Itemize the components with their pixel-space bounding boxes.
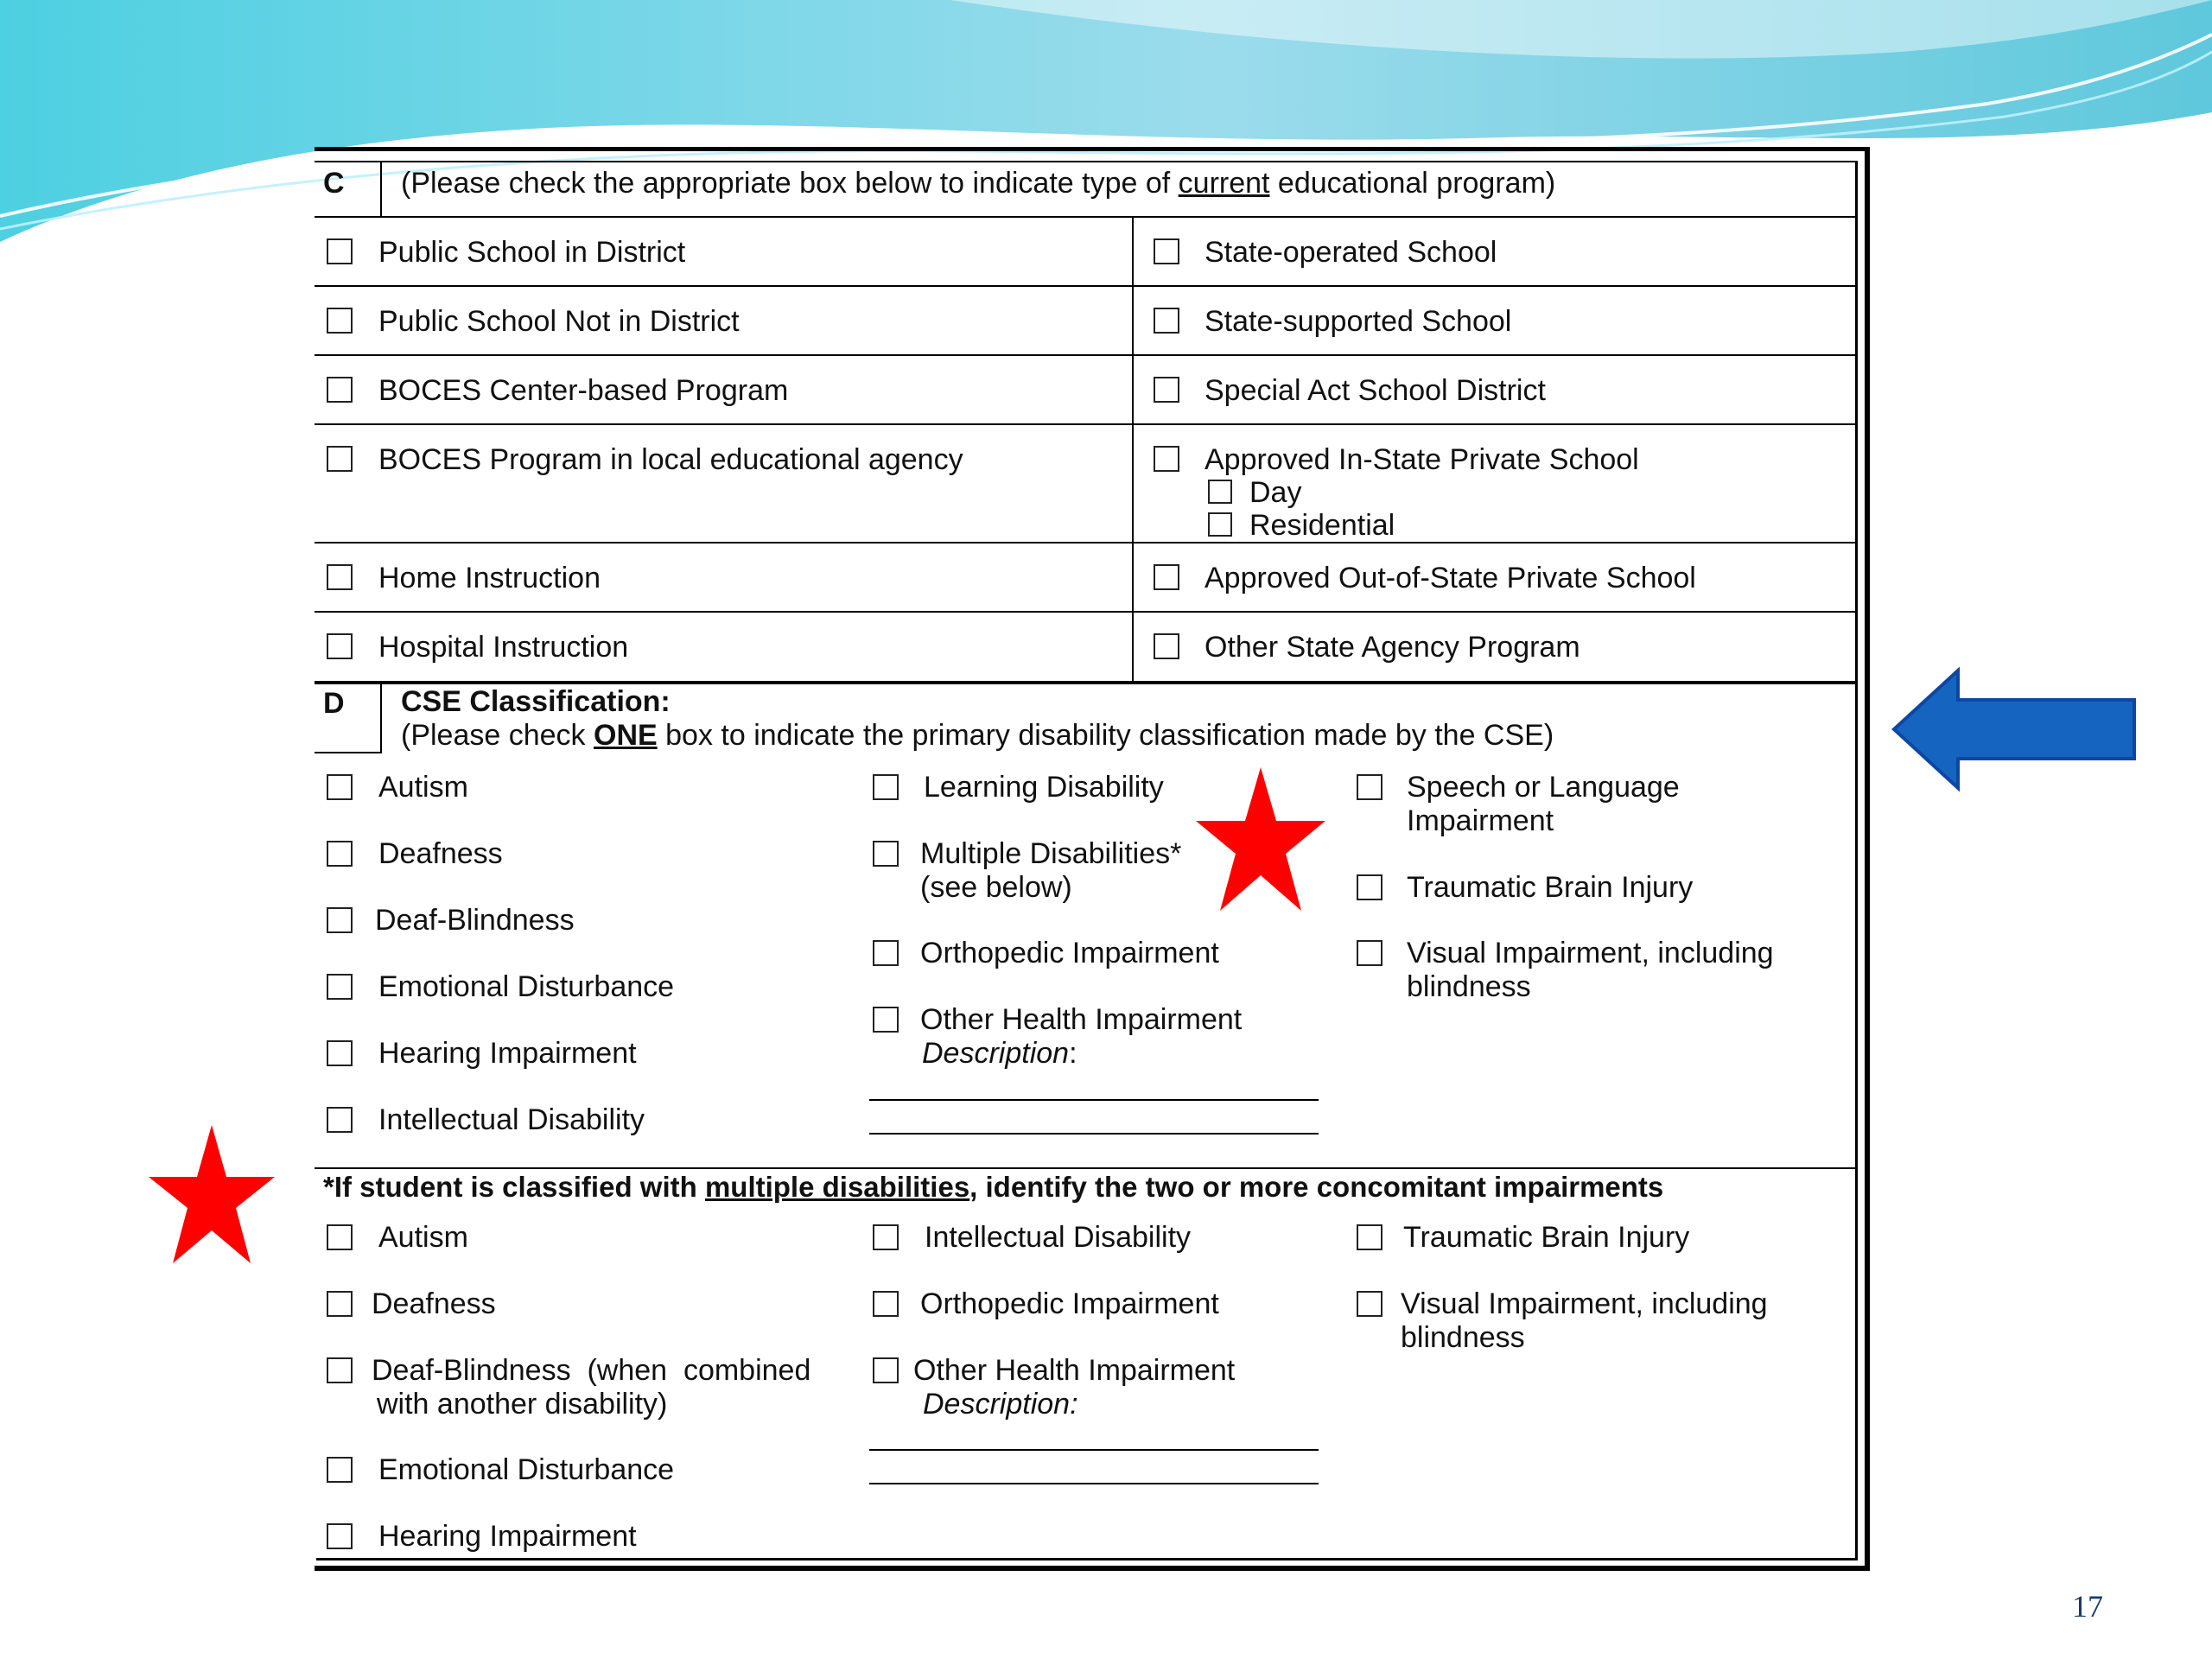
row-divider bbox=[315, 542, 1858, 543]
description-label: Description: bbox=[922, 1037, 1077, 1070]
option-label: Intellectual Disability bbox=[378, 1103, 645, 1136]
section-d-title: CSE Classification: bbox=[401, 685, 671, 718]
description-line[interactable] bbox=[869, 1099, 1319, 1101]
checkbox-other-state-agency[interactable] bbox=[1154, 633, 1179, 659]
checkbox-m-other-health[interactable] bbox=[873, 1357, 899, 1383]
divider bbox=[380, 683, 382, 753]
checkbox-public-school-not-in-district[interactable] bbox=[327, 308, 353, 334]
option-label: Home Instruction bbox=[378, 562, 601, 594]
divider bbox=[380, 161, 382, 216]
option-label: with another disability) bbox=[377, 1388, 668, 1421]
section-d-letter: D bbox=[323, 687, 345, 720]
option-label: Public School Not in District bbox=[378, 305, 740, 338]
option-label: blindness bbox=[1407, 970, 1531, 1003]
checkbox-state-supported[interactable] bbox=[1154, 308, 1179, 334]
option-label: Multiple Disabilities* bbox=[920, 837, 1182, 870]
option-label: Hearing Impairment bbox=[378, 1037, 637, 1070]
section-divider bbox=[315, 1167, 1858, 1169]
star-icon bbox=[147, 1125, 276, 1274]
checkbox-d-emotional[interactable] bbox=[327, 974, 353, 1000]
option-label: State-operated School bbox=[1205, 236, 1497, 269]
checkbox-d-tbi[interactable] bbox=[1357, 874, 1382, 900]
option-label: Other Health Impairment bbox=[920, 1003, 1243, 1036]
option-label: Impairment bbox=[1407, 804, 1554, 837]
divider bbox=[315, 216, 1858, 218]
checkbox-public-school-in-district[interactable] bbox=[327, 238, 353, 264]
row-divider bbox=[315, 354, 1858, 356]
option-label: Orthopedic Impairment bbox=[920, 937, 1219, 969]
option-label: Autism bbox=[378, 1221, 468, 1254]
checkbox-d-deaf-blindness[interactable] bbox=[327, 907, 353, 933]
checkbox-m-intellectual[interactable] bbox=[873, 1224, 899, 1250]
option-label: Traumatic Brain Injury bbox=[1403, 1221, 1690, 1254]
checkbox-m-hearing[interactable] bbox=[327, 1523, 353, 1549]
checkbox-m-orthopedic[interactable] bbox=[873, 1291, 899, 1317]
arrow-left-icon bbox=[1891, 667, 2141, 793]
option-label: Deafness bbox=[372, 1287, 496, 1320]
option-label: Intellectual Disability bbox=[925, 1221, 1192, 1254]
option-label: Hearing Impairment bbox=[378, 1520, 637, 1553]
option-label: Other Health Impairment bbox=[913, 1354, 1236, 1387]
checkbox-m-autism[interactable] bbox=[327, 1224, 353, 1250]
option-label: Residential bbox=[1249, 509, 1395, 542]
option-label: Public School in District bbox=[378, 236, 686, 269]
checkbox-d-intellectual[interactable] bbox=[327, 1107, 353, 1133]
checkbox-private-day[interactable] bbox=[1208, 480, 1232, 504]
option-label: Autism bbox=[378, 771, 468, 804]
checkbox-d-learning[interactable] bbox=[873, 774, 899, 800]
option-label: Traumatic Brain Injury bbox=[1407, 871, 1694, 904]
description-line[interactable] bbox=[869, 1449, 1319, 1451]
option-label: Approved In-State Private School bbox=[1205, 443, 1639, 476]
section-c-instruction: (Please check the appropriate box below to indicate type of current educational program) bbox=[401, 167, 1556, 200]
checkbox-out-of-state-private[interactable] bbox=[1154, 564, 1179, 590]
row-divider bbox=[315, 423, 1858, 425]
checkbox-in-state-private[interactable] bbox=[1154, 446, 1179, 472]
option-label: blindness bbox=[1401, 1321, 1525, 1354]
description-line[interactable] bbox=[869, 1483, 1319, 1484]
checkbox-d-speech[interactable] bbox=[1357, 774, 1382, 800]
checkbox-state-operated[interactable] bbox=[1154, 238, 1179, 264]
divider bbox=[315, 752, 382, 753]
checkbox-private-residential[interactable] bbox=[1208, 512, 1232, 537]
checkbox-d-other-health[interactable] bbox=[873, 1007, 899, 1033]
checkbox-boces-center-based[interactable] bbox=[327, 377, 353, 403]
option-label: Emotional Disturbance bbox=[378, 970, 675, 1003]
checkbox-hospital-instruction[interactable] bbox=[327, 633, 353, 659]
option-note: (see below) bbox=[920, 871, 1072, 904]
checkbox-m-tbi[interactable] bbox=[1357, 1224, 1382, 1250]
multiple-heading: *If student is classified with multiple disabilities, identify the two or more concomitant impairments bbox=[323, 1171, 1664, 1203]
option-label: Day bbox=[1249, 476, 1302, 509]
option-label: Emotional Disturbance bbox=[378, 1453, 675, 1486]
checkbox-m-deafness[interactable] bbox=[327, 1291, 353, 1317]
description-line[interactable] bbox=[869, 1133, 1319, 1135]
option-label: Hospital Instruction bbox=[378, 631, 629, 664]
section-c-letter: C bbox=[323, 167, 345, 200]
checkbox-d-hearing[interactable] bbox=[327, 1040, 353, 1066]
option-label: Approved Out-of-State Private School bbox=[1205, 562, 1696, 594]
checkbox-home-instruction[interactable] bbox=[327, 564, 353, 590]
option-label: Deaf-Blindness bbox=[375, 904, 575, 937]
option-label: Visual Impairment, including bbox=[1401, 1287, 1768, 1320]
row-divider bbox=[315, 285, 1858, 287]
description-label: Description: bbox=[923, 1388, 1078, 1421]
star-icon bbox=[1196, 767, 1325, 923]
option-label: Visual Impairment, including bbox=[1407, 937, 1774, 969]
checkbox-m-deaf-blindness[interactable] bbox=[327, 1357, 353, 1383]
option-label: Speech or Language bbox=[1407, 771, 1680, 804]
checkbox-d-deafness[interactable] bbox=[327, 841, 353, 867]
checkbox-d-multiple[interactable] bbox=[873, 841, 899, 867]
checkbox-d-autism[interactable] bbox=[327, 774, 353, 800]
row-divider bbox=[315, 611, 1858, 613]
option-label: Special Act School District bbox=[1205, 374, 1546, 407]
checkbox-special-act-district[interactable] bbox=[1154, 377, 1179, 403]
option-label: BOCES Program in local educational agency bbox=[378, 443, 963, 476]
checkbox-boces-local-agency[interactable] bbox=[327, 446, 353, 472]
divider bbox=[315, 161, 1858, 162]
checkbox-m-visual[interactable] bbox=[1357, 1291, 1382, 1317]
section-d-instruction: (Please check ONE box to indicate the primary disability classification made by the CSE) bbox=[401, 719, 1554, 752]
option-label: Other State Agency Program bbox=[1205, 631, 1580, 664]
option-label: State-supported School bbox=[1205, 305, 1512, 338]
checkbox-m-emotional[interactable] bbox=[327, 1457, 353, 1483]
option-label: Learning Disability bbox=[924, 771, 1164, 804]
page-number: 17 bbox=[2072, 1589, 2103, 1624]
option-label: Deaf-Blindness (when combined bbox=[372, 1354, 811, 1387]
option-label: Deafness bbox=[378, 837, 503, 870]
option-label: Orthopedic Impairment bbox=[920, 1287, 1219, 1320]
checkbox-d-orthopedic[interactable] bbox=[873, 940, 899, 966]
option-label: BOCES Center-based Program bbox=[378, 374, 789, 407]
checkbox-d-visual[interactable] bbox=[1357, 940, 1382, 966]
